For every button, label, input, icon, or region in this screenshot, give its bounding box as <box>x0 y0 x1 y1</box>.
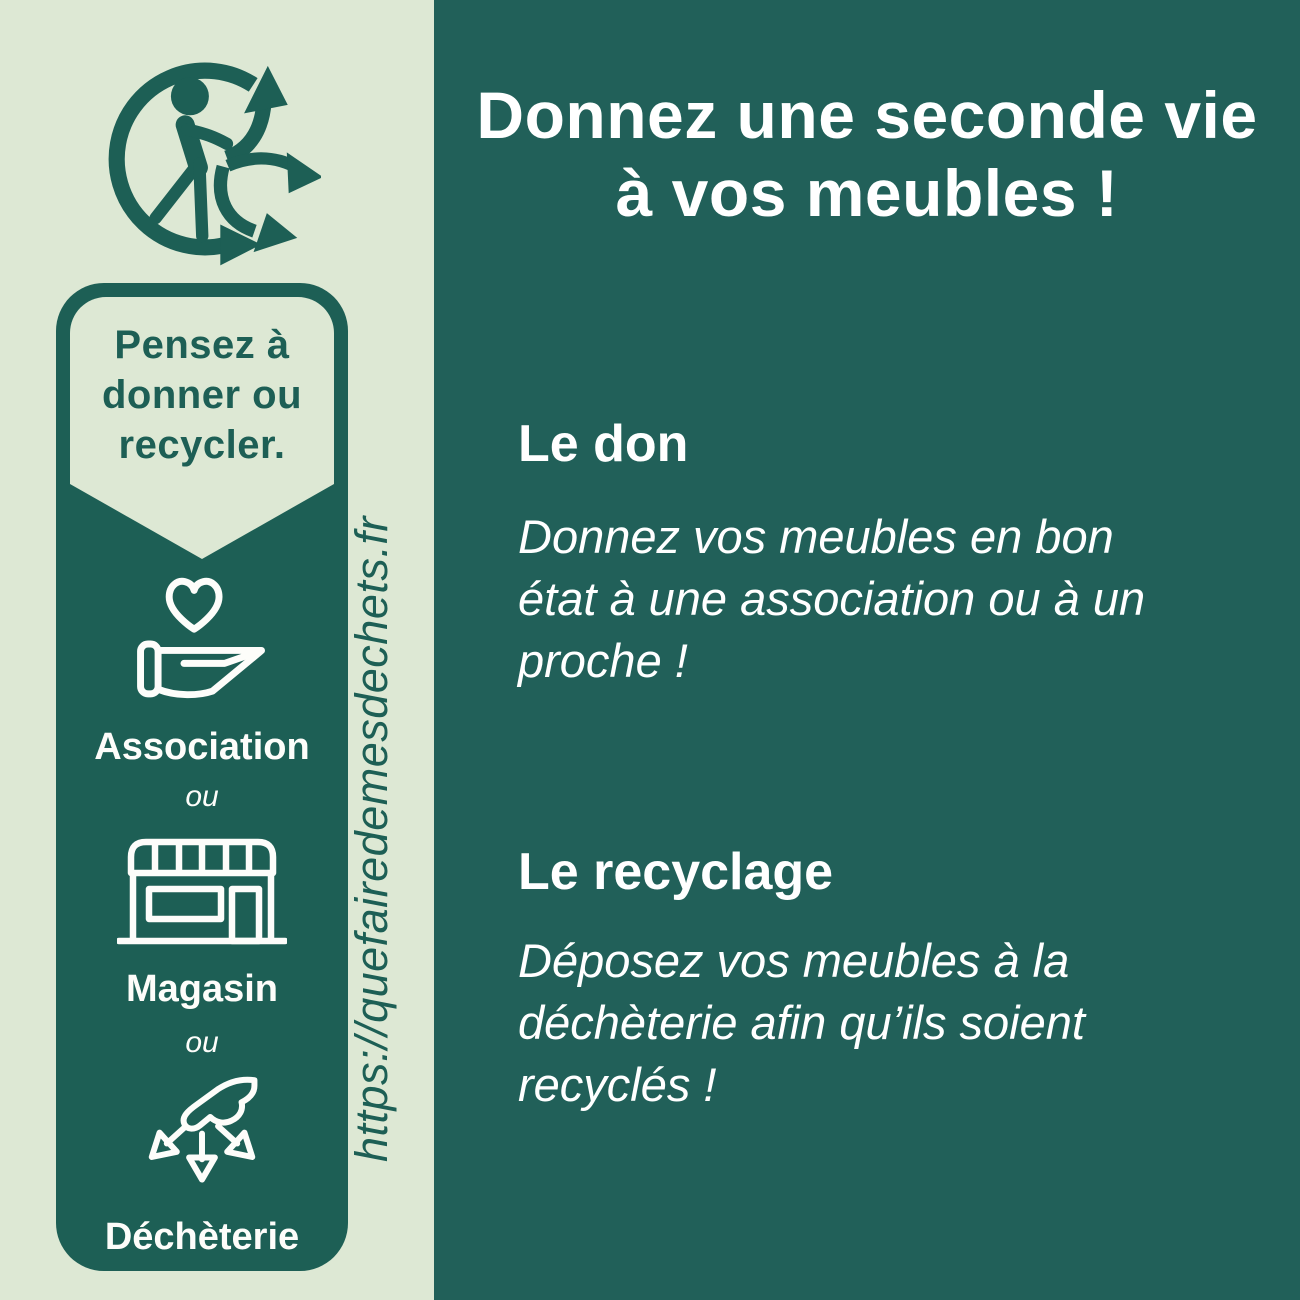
info-panel <box>434 0 1300 1300</box>
section-body-don <box>518 506 1258 692</box>
body-line: déchèterie afin qu’ils soient <box>518 996 1085 1049</box>
vertical-url-text: https://quefairedemesdechets.fr <box>346 516 397 1162</box>
body-line: recyclés ! <box>518 1058 717 1111</box>
body-line: Donnez vos meubles en bon <box>518 510 1114 563</box>
banner-item-label-association: Association <box>94 726 310 768</box>
banner-title <box>56 320 348 470</box>
page-title-line: à vos meubles ! <box>615 156 1119 230</box>
body-line: proche ! <box>518 634 688 687</box>
section-title-don: Le don <box>518 415 689 473</box>
body-line: état à une association ou à un <box>518 572 1146 625</box>
banner-item-label-magasin: Magasin <box>125 968 279 1010</box>
banner-title-line: Pensez à <box>114 323 290 367</box>
section-body-recyclage <box>518 930 1258 1116</box>
page-title <box>434 76 1300 232</box>
banner-title-line: recycler. <box>118 423 286 467</box>
donation-banner <box>56 283 348 1271</box>
banner-separator: ou <box>185 780 219 813</box>
banner-separator: ou <box>185 1026 219 1059</box>
section-title-recyclage: Le recyclage <box>518 843 834 901</box>
page-title-line: Donnez une seconde vie <box>476 78 1258 152</box>
banner-title-line: donner ou <box>101 373 303 417</box>
storefront-icon <box>117 833 287 953</box>
heart-hand-icon <box>123 570 280 718</box>
body-line: Déposez vos meubles à la <box>518 934 1070 987</box>
triman-recycling-logo-icon <box>93 45 321 273</box>
banner-item-label-decheterie: Déchèterie <box>104 1216 300 1258</box>
hand-drop-arrows-icon <box>133 1071 271 1209</box>
